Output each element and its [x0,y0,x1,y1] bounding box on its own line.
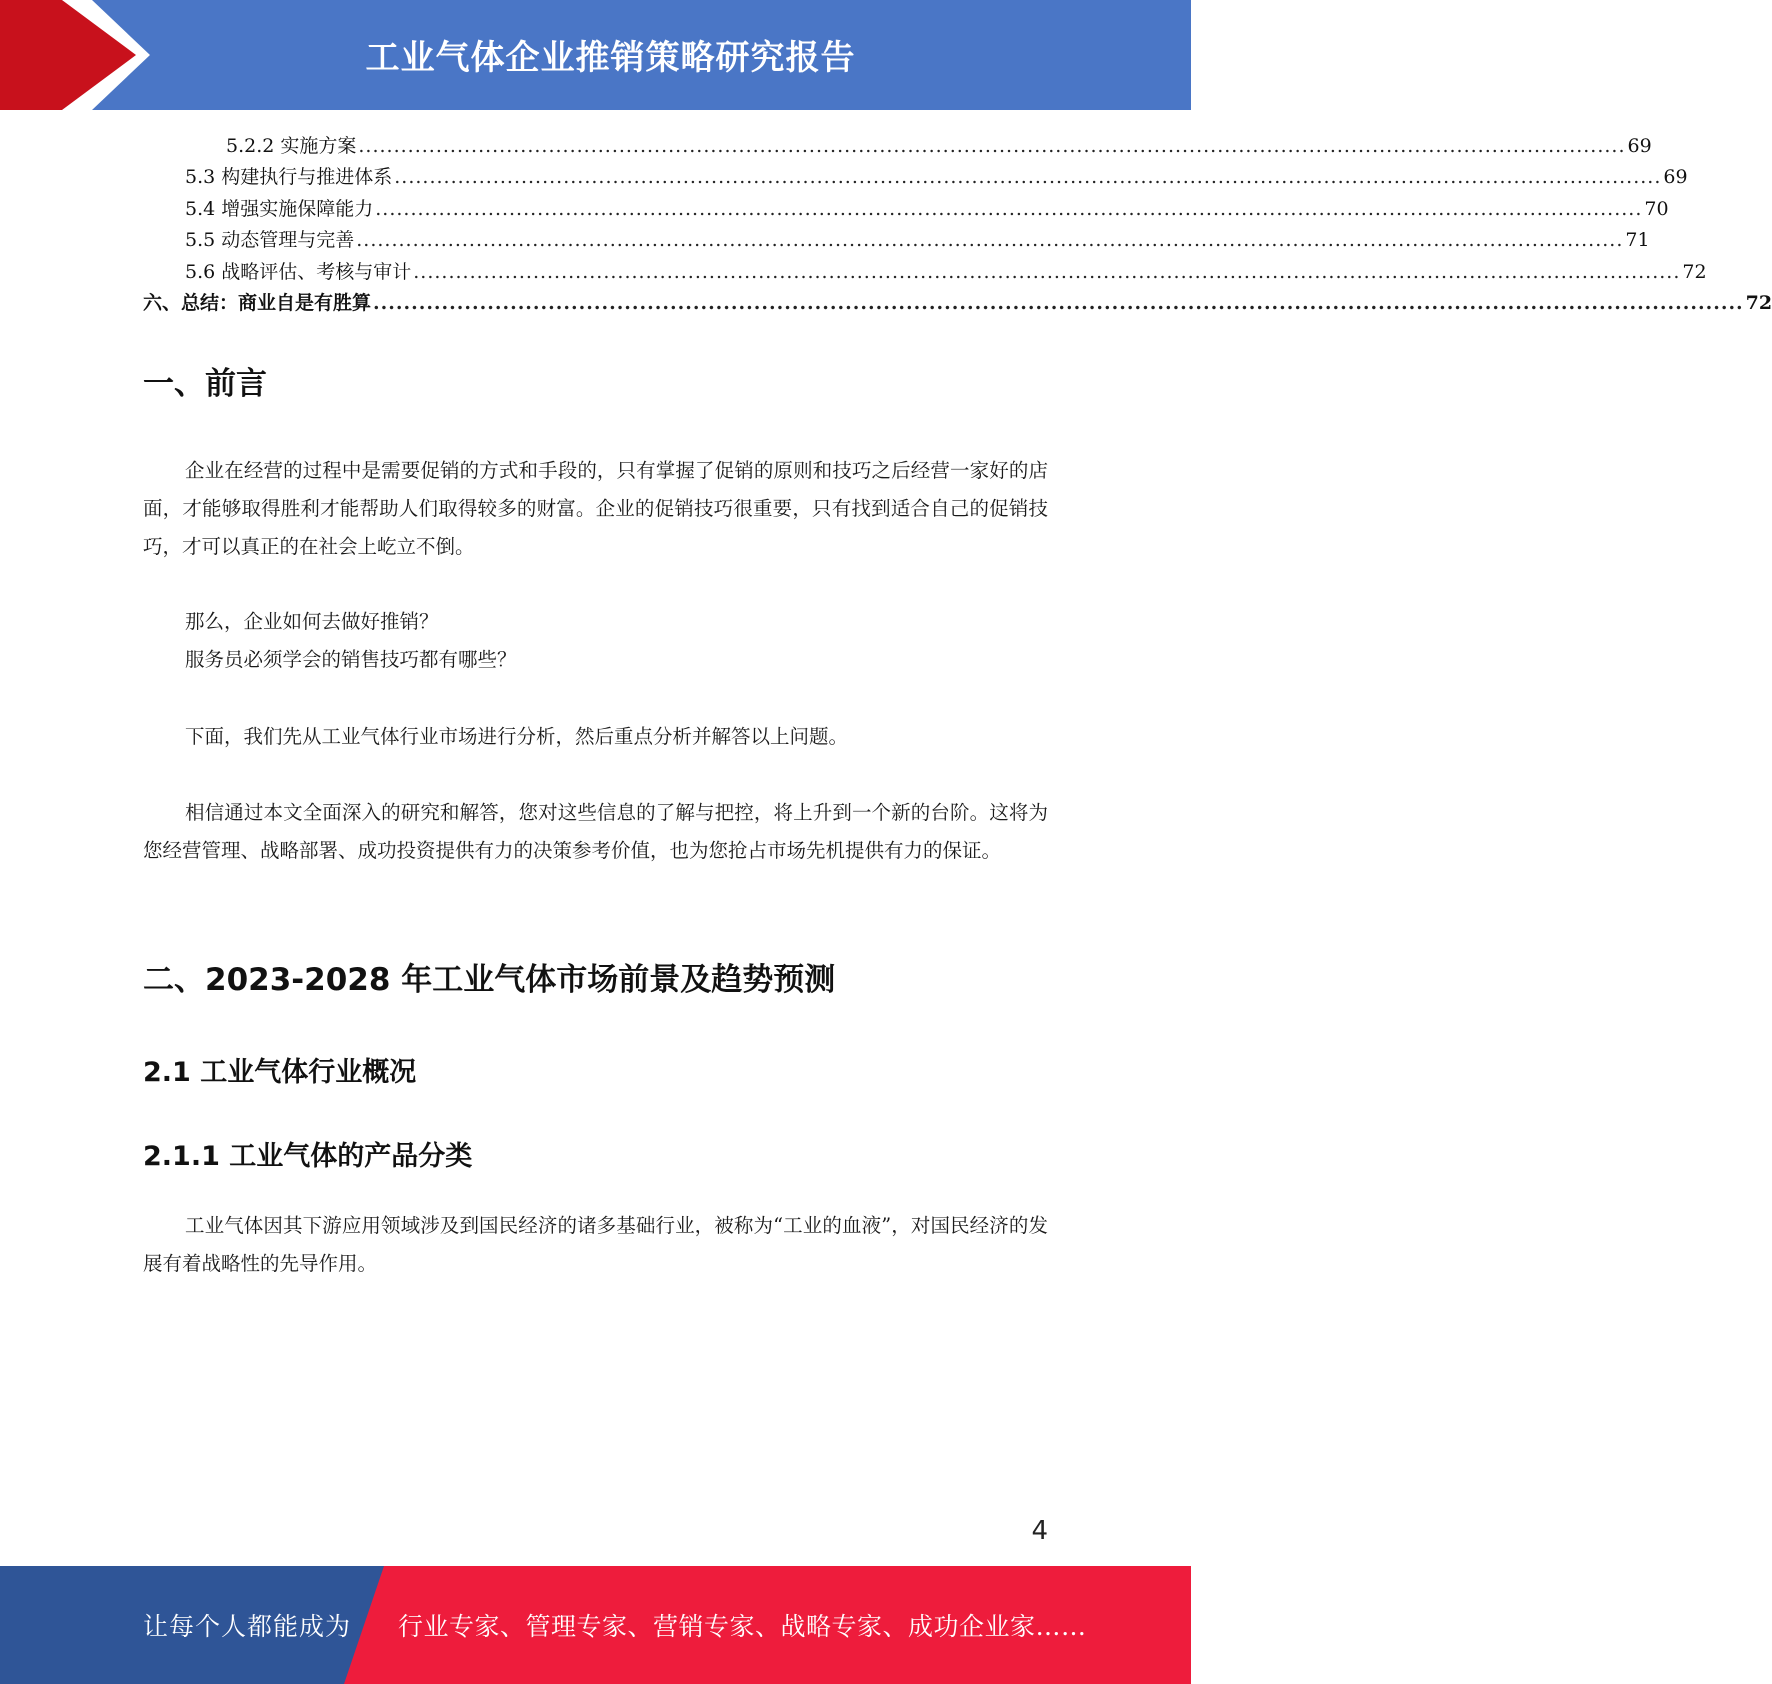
preface-paragraph: 下面，我们先从工业气体行业市场进行分析，然后重点分析并解答以上问题。 [185,725,849,748]
toc-entry[interactable] [143,288,1772,319]
toc-entry-page: 70 [1644,197,1669,220]
page-footer [0,1566,1191,1684]
toc-leader: .................................................................................................................................................................................... [375,197,1643,220]
page-number: 4 [1031,1516,1048,1546]
toc-entry[interactable] [143,257,1707,288]
section-heading-preface: 一、前言 [143,366,267,402]
preface-paragraph: 相信通过本文全面深入的研究和解答，您对这些信息的了解与把控，将上升到一个新的台阶。这将为您经营管理、战略部署、成功投资提供有力的决策参考价值，也为您抢占市场先机提供有力的保证。 [143,801,1048,862]
toc-entry-title: 5.2.2 实施方案 [226,135,357,157]
toc-entry-title: 5.5 动态管理与完善 [185,229,355,252]
table-of-contents [143,131,1772,319]
toc-leader: .................................................................................................................................................................................... [356,229,1624,252]
header-title: 工业气体企业推销策略研究报告 [365,37,856,78]
toc-entry-title: 5.6 战略评估、考核与审计 [185,260,412,283]
toc-leader: .................................................................................................................................................................................... [394,166,1662,189]
toc-entry[interactable] [143,194,1669,225]
toc-entry-page: 72 [1682,260,1707,283]
subsection-heading: 2.1 工业气体行业概况 [143,1057,417,1088]
toc-entry-page: 71 [1625,229,1650,252]
toc-leader: .................................................................................................................................................................................... [413,260,1681,283]
body-paragraph: 工业气体因其下游应用领域涉及到国民经济的诸多基础行业，被称为“工业的血液”，对国民经济的发展有着战略性的先导作用。 [143,1214,1048,1275]
subsection-heading: 2.1.1 工业气体的产品分类 [143,1141,473,1172]
toc-entry[interactable] [143,131,1652,162]
toc-entry-page: 72 [1745,291,1772,314]
footer-slogan-right: 行业专家、管理专家、营销专家、战略专家、成功企业家…… [398,1612,1087,1641]
page-header [0,0,1191,110]
toc-entry-title: 5.3 构建执行与推进体系 [185,166,393,189]
toc-entry-title: 5.4 增强实施保障能力 [185,197,374,220]
section-heading-forecast: 二、2023-2028 年工业气体市场前景及趋势预测 [143,962,836,998]
preface-paragraph: 企业在经营的过程中是需要促销的方式和手段的，只有掌握了促销的原则和技巧之后经营一家好的店面，才能够取得胜利才能帮助人们取得较多的财富。企业的促销技巧很重要，只有找到适合自己的促销技巧，才可以真正的在社会上屹立不倒。 [143,459,1048,558]
toc-entry[interactable] [143,225,1650,256]
toc-entry-page: 69 [1627,135,1652,157]
toc-leader: .................................................................................................................................................................................... [358,135,1626,157]
preface-question: 服务员必须学会的销售技巧都有哪些？ [185,648,517,671]
toc-entry-title: 六、总结：商业自是有胜算 [143,291,372,314]
toc-entry[interactable] [143,162,1688,193]
preface-question: 那么，企业如何去做好推销？ [185,610,439,633]
toc-entry-page: 69 [1663,166,1688,189]
toc-leader: .................................................................................................................................................................................... [373,291,1744,314]
footer-slogan-left: 让每个人都能成为 [143,1612,352,1641]
